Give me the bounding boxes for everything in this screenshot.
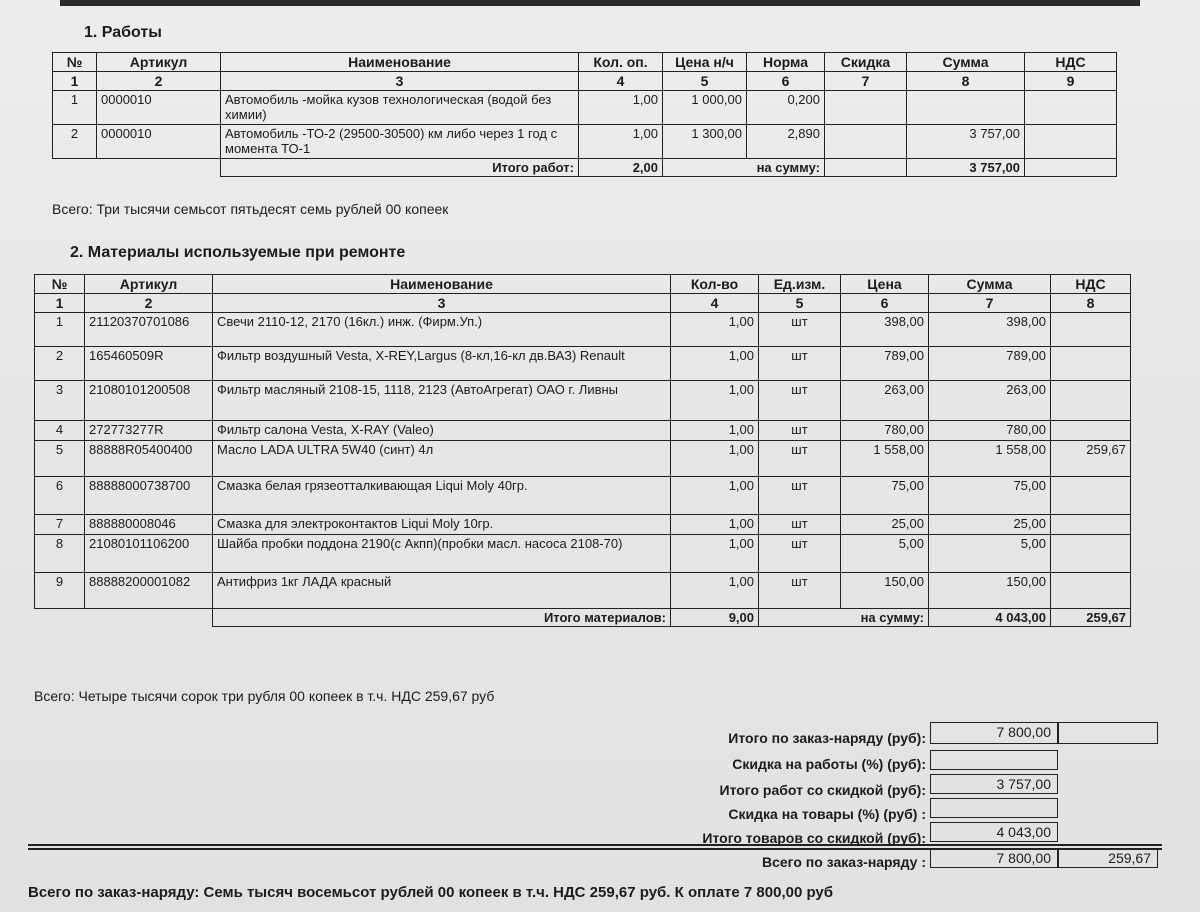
row-no: 6 bbox=[35, 477, 85, 515]
works-total-sum-label: на сумму: bbox=[663, 159, 825, 177]
row-qty: 1,00 bbox=[671, 477, 759, 515]
materials-total-qty: 9,00 bbox=[671, 609, 759, 627]
col-number: 4 bbox=[579, 72, 663, 91]
materials-total-sum: 4 043,00 bbox=[929, 609, 1051, 627]
col-vat: НДС bbox=[1025, 53, 1117, 72]
works-total-label: Итого работ: bbox=[221, 159, 579, 177]
row-vat: 259,67 bbox=[1051, 441, 1131, 477]
col-qty: Кол. оп. bbox=[579, 53, 663, 72]
separator-line bbox=[28, 844, 1162, 846]
row-price: 75,00 bbox=[841, 477, 929, 515]
goods-with-discount-value: 4 043,00 bbox=[930, 822, 1058, 842]
row-price: 1 000,00 bbox=[663, 91, 747, 125]
row-qty: 1,00 bbox=[671, 515, 759, 535]
works-with-discount-value: 3 757,00 bbox=[930, 774, 1058, 794]
col-name: Наименование bbox=[213, 275, 671, 294]
row-vat bbox=[1051, 477, 1131, 515]
row-unit: шт bbox=[759, 347, 841, 381]
table-row bbox=[53, 125, 1117, 159]
row-qty: 1,00 bbox=[579, 125, 663, 159]
row-sum bbox=[907, 91, 1025, 125]
row-vat bbox=[1051, 313, 1131, 347]
row-sum: 5,00 bbox=[929, 535, 1051, 573]
row-article: 88888000738700 bbox=[85, 477, 213, 515]
row-price: 263,00 bbox=[841, 381, 929, 421]
goods-with-discount-label: Итого товаров со скидкой (руб): bbox=[702, 830, 926, 846]
col-number: 2 bbox=[85, 294, 213, 313]
col-number: 7 bbox=[929, 294, 1051, 313]
row-unit: шт bbox=[759, 535, 841, 573]
row-article: 0000010 bbox=[97, 125, 221, 159]
grand-total-label: Всего по заказ-наряду : bbox=[762, 854, 926, 870]
row-no: 1 bbox=[35, 313, 85, 347]
col-price: Цена н/ч bbox=[663, 53, 747, 72]
col-vat: НДС bbox=[1051, 275, 1131, 294]
col-number: 3 bbox=[213, 294, 671, 313]
row-price: 1 558,00 bbox=[841, 441, 929, 477]
row-sum: 789,00 bbox=[929, 347, 1051, 381]
col-name: Наименование bbox=[221, 53, 579, 72]
row-norm: 0,200 bbox=[747, 91, 825, 125]
row-qty: 1,00 bbox=[671, 347, 759, 381]
row-price: 1 300,00 bbox=[663, 125, 747, 159]
row-no: 9 bbox=[35, 573, 85, 609]
row-qty: 1,00 bbox=[671, 381, 759, 421]
row-sum: 780,00 bbox=[929, 421, 1051, 441]
row-vat bbox=[1051, 421, 1131, 441]
col-discount: Скидка bbox=[825, 53, 907, 72]
row-name: Масло LADA ULTRA 5W40 (синт) 4л bbox=[213, 441, 671, 477]
table-row bbox=[35, 515, 1131, 535]
row-qty: 1,00 bbox=[671, 441, 759, 477]
table-row bbox=[35, 441, 1131, 477]
row-article: 21120370701086 bbox=[85, 313, 213, 347]
works-header-row bbox=[53, 53, 1117, 72]
col-unit: Ед.изм. bbox=[759, 275, 841, 294]
col-number: 5 bbox=[663, 72, 747, 91]
row-name: Автомобиль -мойка кузов технологическая (водой без химии) bbox=[221, 91, 579, 125]
row-sum: 3 757,00 bbox=[907, 125, 1025, 159]
col-number: 7 bbox=[825, 72, 907, 91]
col-number: 3 bbox=[221, 72, 579, 91]
row-unit: шт bbox=[759, 441, 841, 477]
materials-total-sum-label: на сумму: bbox=[759, 609, 929, 627]
row-qty: 1,00 bbox=[671, 421, 759, 441]
grand-total-value: 7 800,00 bbox=[930, 848, 1058, 868]
row-vat bbox=[1051, 573, 1131, 609]
row-name: Фильтр воздушный Vesta, X-REY,Largus (8-кл,16-кл дв.ВАЗ) Renault bbox=[213, 347, 671, 381]
row-norm: 2,890 bbox=[747, 125, 825, 159]
row-no: 2 bbox=[53, 125, 97, 159]
col-article: Артикул bbox=[97, 53, 221, 72]
order-total-value: 7 800,00 bbox=[930, 722, 1058, 744]
row-unit: шт bbox=[759, 477, 841, 515]
order-total-vat-cell bbox=[1058, 722, 1158, 744]
row-article: 88888200001082 bbox=[85, 573, 213, 609]
col-number: 6 bbox=[841, 294, 929, 313]
row-discount bbox=[825, 125, 907, 159]
row-unit: шт bbox=[759, 421, 841, 441]
col-number: 8 bbox=[1051, 294, 1131, 313]
row-no: 8 bbox=[35, 535, 85, 573]
row-no: 1 bbox=[53, 91, 97, 125]
col-number: 4 bbox=[671, 294, 759, 313]
col-number: 8 bbox=[907, 72, 1025, 91]
materials-total-in-words: Всего: Четыре тысячи сорок три рубля 00 копеек в т.ч. НДС 259,67 руб bbox=[34, 688, 495, 704]
row-price: 780,00 bbox=[841, 421, 929, 441]
works-total-qty: 2,00 bbox=[579, 159, 663, 177]
works-number-row bbox=[53, 72, 1117, 91]
row-name: Смазка белая грязеотталкивающая Liqui Moly 40гр. bbox=[213, 477, 671, 515]
row-article: 88888R05400400 bbox=[85, 441, 213, 477]
col-number: 1 bbox=[53, 72, 97, 91]
row-name: Фильтр салона Vesta, X-RAY (Valeo) bbox=[213, 421, 671, 441]
row-sum: 398,00 bbox=[929, 313, 1051, 347]
row-name: Автомобиль -ТО-2 (29500-30500) км либо через 1 год с момента ТО-1 bbox=[221, 125, 579, 159]
row-qty: 1,00 bbox=[671, 535, 759, 573]
materials-section-title: 2. Материалы используемые при ремонте bbox=[70, 244, 406, 261]
row-sum: 1 558,00 bbox=[929, 441, 1051, 477]
col-no: № bbox=[35, 275, 85, 294]
works-with-discount-label: Итого работ со скидкой (руб): bbox=[719, 782, 926, 798]
row-vat bbox=[1051, 535, 1131, 573]
final-total-line: Всего по заказ-наряду: Семь тысяч восемьсот рублей 00 копеек в т.ч. НДС 259,67 руб. К оплате 7 800,00 руб bbox=[28, 884, 834, 901]
row-vat bbox=[1051, 347, 1131, 381]
row-sum: 25,00 bbox=[929, 515, 1051, 535]
row-article: 888880008046 bbox=[85, 515, 213, 535]
row-vat bbox=[1025, 91, 1117, 125]
goods-discount-value bbox=[930, 798, 1058, 818]
row-no: 2 bbox=[35, 347, 85, 381]
order-total-label: Итого по заказ-наряду (руб): bbox=[728, 730, 926, 746]
row-no: 3 bbox=[35, 381, 85, 421]
table-row bbox=[53, 91, 1117, 125]
row-qty: 1,00 bbox=[579, 91, 663, 125]
row-qty: 1,00 bbox=[671, 313, 759, 347]
table-row bbox=[35, 421, 1131, 441]
materials-total-vat: 259,67 bbox=[1051, 609, 1131, 627]
col-number: 1 bbox=[35, 294, 85, 313]
row-price: 789,00 bbox=[841, 347, 929, 381]
works-table bbox=[52, 52, 1117, 177]
row-vat bbox=[1025, 125, 1117, 159]
col-number: 2 bbox=[97, 72, 221, 91]
row-article: 0000010 bbox=[97, 91, 221, 125]
table-row bbox=[35, 535, 1131, 573]
works-total-in-words: Всего: Три тысячи семьсот пятьдесят семь рублей 00 копеек bbox=[52, 201, 449, 217]
row-article: 272773277R bbox=[85, 421, 213, 441]
col-qty: Кол-во bbox=[671, 275, 759, 294]
works-total-row bbox=[53, 159, 1117, 177]
table-row bbox=[35, 477, 1131, 515]
materials-number-row bbox=[35, 294, 1131, 313]
materials-header-row bbox=[35, 275, 1131, 294]
row-name: Шайба пробки поддона 2190(с Акпп)(пробки масл. насоса 2108-70) bbox=[213, 535, 671, 573]
col-norm: Норма bbox=[747, 53, 825, 72]
row-no: 5 bbox=[35, 441, 85, 477]
row-vat bbox=[1051, 381, 1131, 421]
table-row bbox=[35, 347, 1131, 381]
col-no: № bbox=[53, 53, 97, 72]
goods-discount-label: Скидка на товары (%) (руб) : bbox=[728, 806, 926, 822]
col-sum: Сумма bbox=[907, 53, 1025, 72]
table-row bbox=[35, 313, 1131, 347]
row-price: 150,00 bbox=[841, 573, 929, 609]
row-unit: шт bbox=[759, 381, 841, 421]
top-border bbox=[60, 0, 1140, 6]
row-article: 165460509R bbox=[85, 347, 213, 381]
row-unit: шт bbox=[759, 515, 841, 535]
col-sum: Сумма bbox=[929, 275, 1051, 294]
works-section-title: 1. Работы bbox=[84, 24, 162, 41]
col-number: 6 bbox=[747, 72, 825, 91]
row-name: Свечи 2110-12, 2170 (16кл.) инж. (Фирм.Уп.) bbox=[213, 313, 671, 347]
row-unit: шт bbox=[759, 313, 841, 347]
work-discount-value bbox=[930, 750, 1058, 770]
row-sum: 150,00 bbox=[929, 573, 1051, 609]
col-number: 9 bbox=[1025, 72, 1117, 91]
col-article: Артикул bbox=[85, 275, 213, 294]
materials-total-label: Итого материалов: bbox=[213, 609, 671, 627]
row-sum: 263,00 bbox=[929, 381, 1051, 421]
table-row bbox=[35, 573, 1131, 609]
col-price: Цена bbox=[841, 275, 929, 294]
work-discount-label: Скидка на работы (%) (руб): bbox=[732, 756, 926, 772]
materials-table bbox=[34, 274, 1131, 627]
row-discount bbox=[825, 91, 907, 125]
materials-rows bbox=[35, 313, 1131, 609]
table-row bbox=[35, 381, 1131, 421]
row-vat bbox=[1051, 515, 1131, 535]
row-article: 21080101106200 bbox=[85, 535, 213, 573]
row-name: Фильтр масляный 2108-15, 1118, 2123 (АвтоАгрегат) ОАО г. Ливны bbox=[213, 381, 671, 421]
row-price: 398,00 bbox=[841, 313, 929, 347]
row-name: Смазка для электроконтактов Liqui Moly 10гр. bbox=[213, 515, 671, 535]
row-price: 5,00 bbox=[841, 535, 929, 573]
row-no: 7 bbox=[35, 515, 85, 535]
row-unit: шт bbox=[759, 573, 841, 609]
materials-total-row bbox=[35, 609, 1131, 627]
row-sum: 75,00 bbox=[929, 477, 1051, 515]
row-price: 25,00 bbox=[841, 515, 929, 535]
works-total-sum: 3 757,00 bbox=[907, 159, 1025, 177]
row-name: Антифриз 1кг ЛАДА красный bbox=[213, 573, 671, 609]
grand-total-vat: 259,67 bbox=[1058, 848, 1158, 868]
row-article: 21080101200508 bbox=[85, 381, 213, 421]
col-number: 5 bbox=[759, 294, 841, 313]
row-no: 4 bbox=[35, 421, 85, 441]
row-qty: 1,00 bbox=[671, 573, 759, 609]
